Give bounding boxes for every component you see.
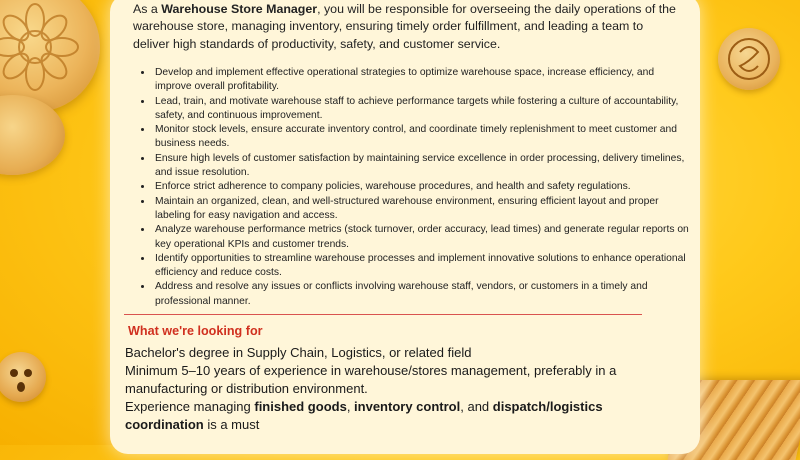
swirl-logo-biscuit-icon: [718, 28, 780, 90]
list-item: • Enforce strict adherence to company policies, warehouse procedures, and health and safety regulations.: [153, 180, 693, 194]
list-item: • Lead, train, and motivate warehouse staff to achieve performance targets while fostering a culture of accountability, safety, and continuous improvement.: [153, 95, 693, 124]
list-item: • Maintain an organized, clean, and well-structured warehouse environment, ensuring efficient layout and proper labeling for easy navigation and access.: [153, 195, 693, 224]
responsibilities-list: [133, 66, 693, 309]
list-item: • Analyze warehouse performance metrics (stock turnover, order accuracy, lead times) and generate regular reports on key operational KPIs and customer trends.: [153, 223, 693, 252]
requirement-item: Experience managing finished goods, inventory control, and dispatch/logistics coordination is a must: [125, 399, 603, 432]
list-item: • Develop and implement effective operational strategies to optimize warehouse space, increase efficiency, and improve overall profitability.: [153, 66, 693, 95]
requirements-list: [125, 344, 673, 434]
list-item: • Identify opportunities to streamline warehouse processes and implement innovative solutions to enhance operational efficiency and reduce costs.: [153, 252, 693, 281]
list-item: • Address and resolve any issues or conflicts involving warehouse staff, vendors, or customers in a timely and professional manner.: [153, 280, 693, 309]
section-divider: [124, 314, 642, 315]
role-intro: As a Warehouse Store Manager, you will be responsible for overseeing the daily operations of the warehouse store, managing inventory, ensuring timely order fulfillment, and leading a team to deliver high standards of productivity, safety, and customer service.: [133, 2, 676, 51]
list-item: • Monitor stock levels, ensure accurate inventory control, and coordinate timely replenishment to meet customer and business needs.: [153, 123, 693, 152]
requirement-item: Minimum 5–10 years of experience in warehouse/stores management, preferably in a manufacturing or distribution environment.: [125, 363, 617, 396]
emoji-face-biscuit-icon: [0, 352, 46, 402]
requirement-item: Bachelor's degree in Supply Chain, Logistics, or related field: [125, 345, 472, 360]
role-title: Warehouse Store Manager: [161, 2, 318, 16]
list-item: • Ensure high levels of customer satisfaction by maintaining service excellence in order processing, delivery timelines, and issue resolution.: [153, 152, 693, 181]
requirements-heading: What we're looking for: [128, 324, 263, 338]
